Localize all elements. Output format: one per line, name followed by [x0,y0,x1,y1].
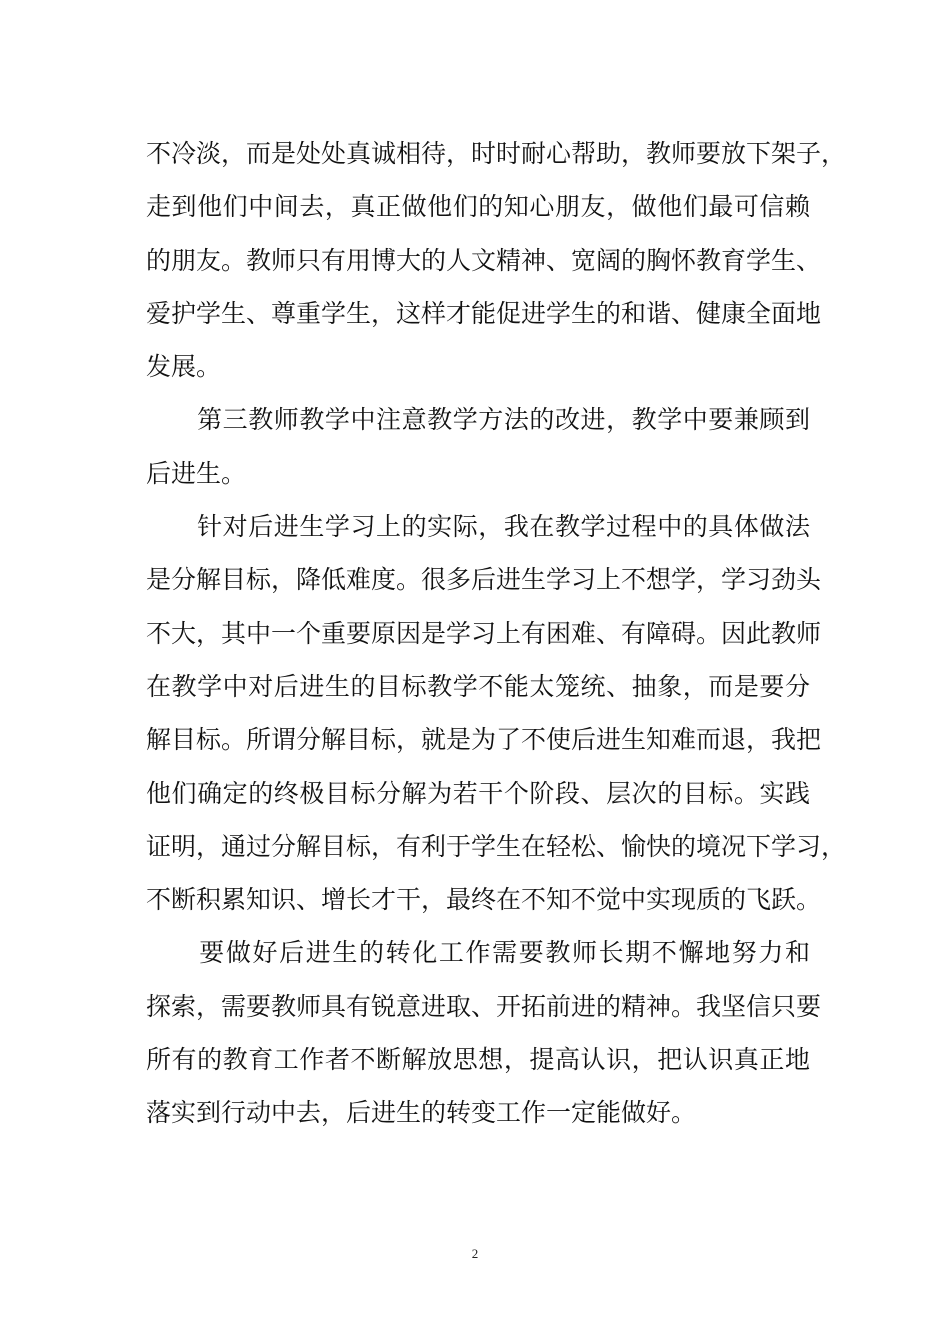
text-line: 不冷淡，而是处处真诚相待，时时耐心帮助，教师要放下架子， [146,139,847,168]
text-line: 所有的教育工作者不断解放思想，提高认识，把认识真正地 [146,1045,810,1075]
text-line: 不大，其中一个重要原因是学习上有困难、有障碍。因此教师 [146,618,822,648]
text-line: 他们确定的终极目标分解为若干个阶段、层次的目标。实践 [146,778,810,808]
text-line: 的朋友。教师只有用博大的人文精神、宽阔的胸怀教育学生、 [146,245,822,275]
text-line: 证明，通过分解目标，有利于学生在轻松、愉快的境况下学习， [146,831,847,861]
text-line: 爱护学生、尊重学生，这样才能促进学生的和谐、健康全面地 [146,298,822,328]
text-body [146,127,847,1140]
page-number: 2 [471,1246,479,1261]
text-line: 要做好后进生的转化工作需要教师长期不懈地努力和 [146,938,810,968]
text-line: 走到他们中间去，真正做他们的知心朋友，做他们最可信赖 [146,192,810,222]
text-line: 解目标。所谓分解目标，就是为了不使后进生知难而退，我把 [146,725,822,755]
text-line: 发展。 [146,352,222,382]
text-line: 不断积累知识、增长才干，最终在不知不觉中实现质的飞跃。 [146,885,822,915]
text-line: 在教学中对后进生的目标教学不能太笼统、抽象，而是要分 [146,671,810,701]
text-line: 探索，需要教师具有锐意进取、开拓前进的精神。我坚信只要 [146,991,822,1021]
text-line: 落实到行动中去，后进生的转变工作一定能做好。 [146,1098,697,1128]
text-line: 针对后进生学习上的实际，我在教学过程中的具体做法 [146,512,810,542]
text-line: 是分解目标，降低难度。很多后进生学习上不想学，学习劲头 [146,565,822,595]
text-line: 第三教师教学中注意教学方法的改进，教学中要兼顾到 [146,405,810,435]
text-line: 后进生。 [146,458,247,488]
